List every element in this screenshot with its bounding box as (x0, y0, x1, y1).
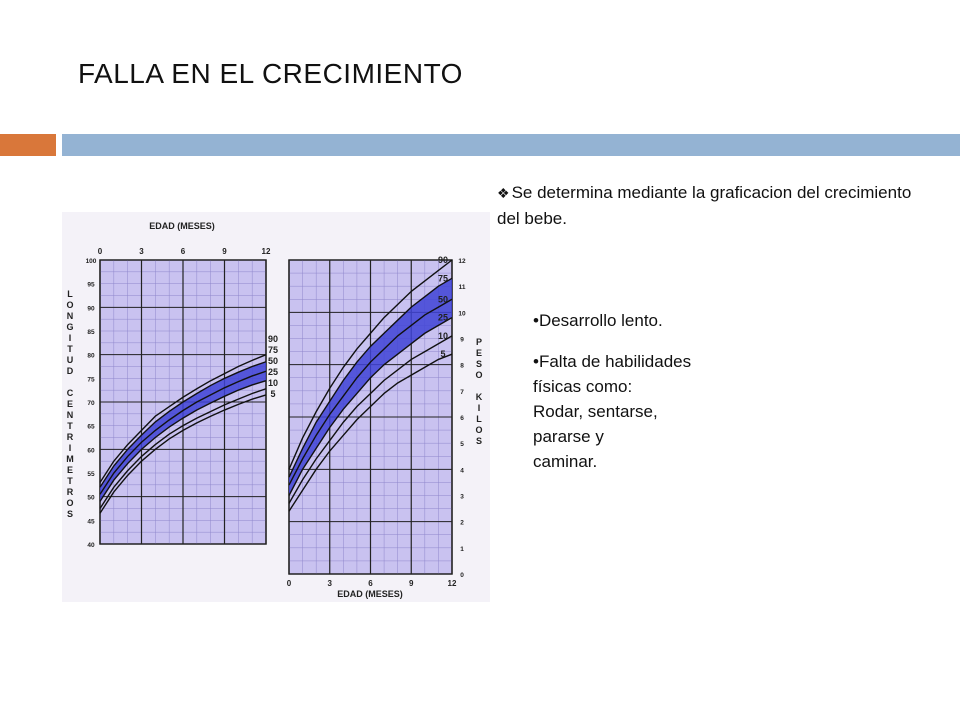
y-tick-label: 85 (87, 329, 95, 336)
ylabel-letter: M (66, 454, 74, 464)
percentile-label-25: 25 (267, 367, 279, 377)
percentile-label-10: 10 (267, 378, 279, 388)
bullet-continuation: pararse y (533, 427, 604, 446)
y-tick-label: 65 (87, 423, 95, 431)
y-tick-label: 7 (460, 388, 464, 396)
ylabel-letter: D (66, 366, 74, 376)
percentile-label-90: 90 (437, 255, 449, 265)
ylabel-letter: S (475, 359, 483, 369)
percentile-label-10: 10 (437, 330, 449, 341)
y-tick-label: 80 (87, 352, 95, 360)
y-tick-label: 0 (460, 572, 464, 579)
bullet-item: •Falta de habilidades físicas como: (533, 352, 692, 396)
accent-bar-blue (62, 134, 960, 156)
ylabel-letter: R (66, 487, 74, 497)
ylabel-letter: E (475, 348, 483, 358)
percentile-label-75: 75 (267, 345, 279, 355)
ylabel-letter: E (66, 399, 74, 409)
x-tick-label: 0 (286, 579, 292, 588)
percentile-label-75: 75 (437, 273, 449, 284)
y-tick-label: 100 (85, 258, 97, 265)
x-tick-label: 6 (368, 579, 373, 588)
bullet-continuation: caminar. (533, 452, 598, 471)
y-tick-label: 3 (460, 493, 464, 501)
ylabel-letter: N (66, 410, 74, 420)
ylabel-letter: T (67, 476, 73, 486)
y-tick-label: 90 (87, 305, 95, 313)
growth-charts-svg (62, 212, 490, 602)
x-tick-label: 9 (222, 247, 227, 256)
y-tick-label: 75 (87, 376, 95, 384)
percentile-label-50: 50 (267, 356, 279, 366)
ylabel-letter: L (67, 289, 73, 299)
ylabel-letter: O (66, 498, 74, 508)
ylabel-letter: I (68, 443, 72, 453)
ylabel-letter: E (66, 465, 74, 475)
bullet-item: •Desarrollo lento. (533, 311, 663, 330)
percentile-label-50: 50 (437, 294, 449, 305)
ylabel-letter: O (66, 300, 74, 310)
y-tick-label: 2 (460, 519, 464, 527)
y-tick-label: 95 (87, 281, 95, 289)
bottom-axis-title: EDAD (MESES) (337, 589, 403, 599)
y-tick-label: 9 (460, 336, 464, 344)
diamond-bullet-icon: ❖ (497, 185, 510, 201)
y-tick-label: 50 (87, 494, 95, 502)
ylabel-letter: I (477, 403, 481, 413)
percentile-label-25: 25 (437, 312, 449, 323)
slide-title: FALLA EN EL CRECIMIENTO (78, 58, 463, 89)
ylabel-letter: N (66, 311, 74, 321)
ylabel-letter: R (66, 432, 74, 442)
ylabel-letter: S (66, 509, 74, 519)
y-tick-label: 55 (87, 471, 95, 478)
intro-text: Se determina mediante la graficacion del crecimiento del bebe. (497, 183, 912, 228)
ylabel-letter: O (475, 425, 483, 435)
top-axis-title: EDAD (MESES) (149, 221, 215, 231)
x-tick-label: 6 (180, 247, 186, 256)
percentile-label-5: 5 (270, 389, 276, 399)
ylabel-letter: I (68, 333, 72, 343)
y-tick-label: 12 (458, 258, 466, 265)
x-tick-label: 12 (261, 247, 271, 256)
ylabel-letter: U (66, 355, 74, 365)
y-tick-label: 40 (87, 542, 95, 549)
intro-paragraph (497, 180, 917, 232)
ylabel-letter: T (67, 421, 73, 431)
ylabel-letter: C (66, 388, 74, 398)
x-tick-label: 12 (447, 579, 457, 588)
percentile-label-5: 5 (440, 349, 446, 360)
ylabel-letter: K (475, 392, 483, 402)
y-tick-label: 4 (460, 467, 464, 475)
y-tick-label: 8 (460, 362, 464, 370)
percentile-label-90: 90 (267, 334, 279, 344)
y-tick-label: 11 (458, 284, 466, 292)
x-tick-label: 9 (409, 579, 414, 588)
x-tick-label: 3 (327, 579, 332, 588)
growth-charts-image (62, 212, 490, 602)
y-tick-label: 1 (460, 545, 464, 553)
accent-bar-orange (0, 134, 56, 156)
y-tick-label: 70 (87, 400, 95, 407)
y-tick-label: 6 (460, 415, 464, 422)
ylabel-letter: P (475, 337, 483, 347)
ylabel-letter: L (476, 414, 482, 424)
ylabel-letter: T (67, 344, 73, 354)
bullet-continuation: Rodar, sentarse, (533, 402, 658, 421)
y-tick-label: 10 (458, 310, 466, 318)
y-tick-label: 5 (460, 441, 464, 449)
ylabel-letter: S (475, 436, 483, 446)
ylabel-letter: G (66, 322, 74, 332)
bullet-list (533, 308, 733, 474)
x-tick-label: 0 (97, 247, 103, 256)
ylabel-letter: O (475, 370, 483, 380)
y-tick-label: 45 (87, 518, 95, 526)
y-tick-label: 60 (87, 447, 95, 455)
x-tick-label: 3 (139, 247, 144, 256)
